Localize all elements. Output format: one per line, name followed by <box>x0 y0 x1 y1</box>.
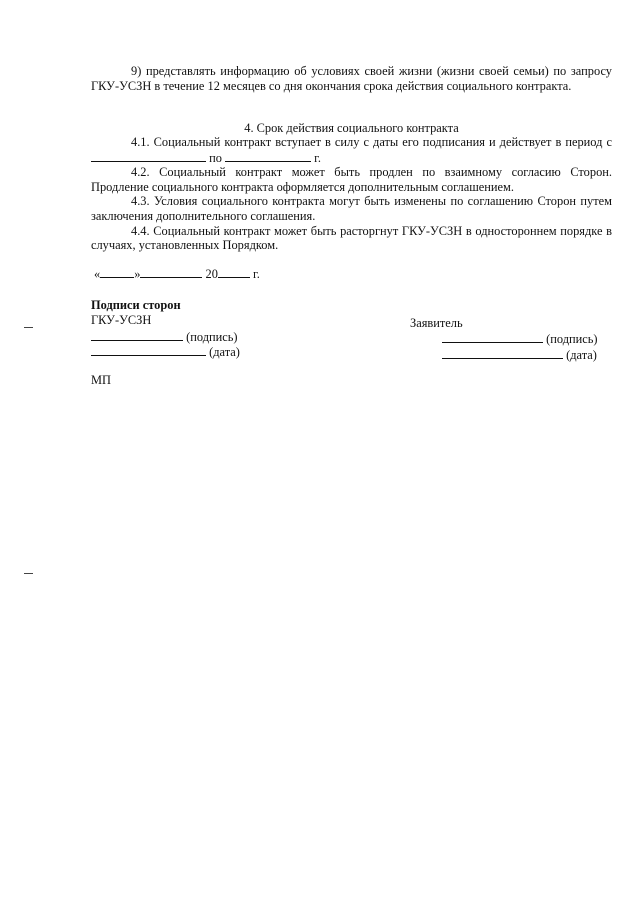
left-date-blank <box>91 344 206 356</box>
right-date-line <box>442 347 597 363</box>
clause-4-4: 4.4. Социальный контракт может быть расторгнут ГКУ-УСЗН в одностороннем порядке в случаях, установленных Порядком. <box>91 223 612 253</box>
clause-4-1 <box>91 135 612 165</box>
period-end-blank <box>225 150 311 162</box>
contract-date-line <box>94 266 260 282</box>
date-close-quote: » <box>134 267 141 281</box>
right-date-label: (дата) <box>566 348 597 362</box>
year-prefix: 20 <box>205 267 218 281</box>
section-4-body <box>91 135 612 253</box>
left-party-name: ГКУ-УСЗН <box>91 313 152 327</box>
clause-9 <box>91 64 612 93</box>
month-blank <box>140 266 202 278</box>
clause-4-1-text: 4.1. Социальный контракт вступает в силу с даты его подписания и действует в период с <box>131 135 612 149</box>
left-signature-line <box>91 329 238 345</box>
period-start-blank <box>91 150 206 162</box>
margin-mark <box>24 573 33 574</box>
date-open-quote: « <box>94 267 101 281</box>
left-date-line <box>91 344 240 360</box>
right-signature-blank <box>442 331 543 343</box>
left-signature-label: (подпись) <box>186 330 238 344</box>
right-signature-line <box>442 331 598 347</box>
stamp-place: МП <box>91 373 111 387</box>
clause-9-text: 9) представлять информацию об условиях своей жизни (жизни своей семьи) по запросу ГКУ-УСЗН в течение 12 месяцев со дня окончания срока действия социального контракта. <box>91 64 612 93</box>
right-signature-label: (подпись) <box>546 332 598 346</box>
signatures-title: Подписи сторон <box>91 298 181 312</box>
section-4-heading: 4. Срок действия социального контракта <box>244 121 459 135</box>
right-date-blank <box>442 347 563 359</box>
year-blank <box>218 266 250 278</box>
day-blank <box>100 266 134 278</box>
left-signature-blank <box>91 329 183 341</box>
clause-4-2: 4.2. Социальный контракт может быть продлен по взаимному согласию Сторон. Продление социального контракта оформляется дополнительным соглашением. <box>91 165 612 194</box>
year-suffix: г. <box>253 267 260 281</box>
left-date-label: (дата) <box>209 345 240 359</box>
clause-4-3: 4.3. Условия социального контракта могут быть изменены по соглашению Сторон путем заключения дополнительного соглашения. <box>91 194 612 223</box>
clause-4-1-to: по <box>209 150 222 165</box>
clause-4-1-year: г. <box>314 150 321 165</box>
right-party-name: Заявитель <box>410 316 463 330</box>
margin-mark <box>24 327 33 328</box>
